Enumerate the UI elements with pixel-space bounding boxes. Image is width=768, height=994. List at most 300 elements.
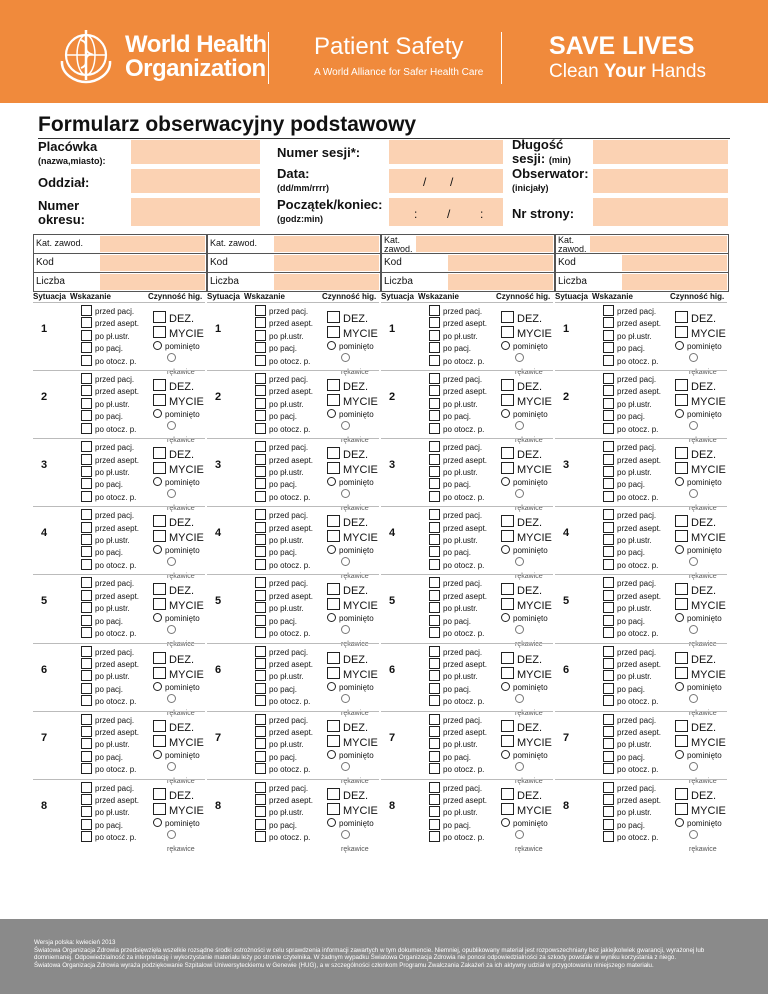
dez-checkbox[interactable] bbox=[501, 515, 514, 527]
rekawice-radio[interactable] bbox=[167, 625, 176, 634]
pominieto-radio[interactable] bbox=[327, 545, 336, 554]
indication-checkbox[interactable] bbox=[81, 509, 92, 520]
indication-checkbox[interactable] bbox=[81, 615, 92, 626]
indication-checkbox[interactable] bbox=[255, 534, 266, 545]
indication-checkbox[interactable] bbox=[429, 806, 440, 817]
indication-checkbox[interactable] bbox=[81, 627, 92, 638]
indication-checkbox[interactable] bbox=[429, 342, 440, 353]
dez-checkbox[interactable] bbox=[675, 379, 688, 391]
rekawice-radio[interactable] bbox=[167, 830, 176, 839]
indication-checkbox[interactable] bbox=[255, 738, 266, 749]
data-field[interactable] bbox=[389, 169, 503, 193]
indication-checkbox[interactable] bbox=[255, 410, 266, 421]
mycie-checkbox[interactable] bbox=[153, 598, 166, 610]
indication-checkbox[interactable] bbox=[429, 305, 440, 316]
rekawice-radio[interactable] bbox=[341, 557, 350, 566]
indication-checkbox[interactable] bbox=[603, 454, 614, 465]
dez-checkbox[interactable] bbox=[153, 515, 166, 527]
indication-checkbox[interactable] bbox=[255, 478, 266, 489]
dez-checkbox[interactable] bbox=[675, 311, 688, 323]
indication-checkbox[interactable] bbox=[255, 577, 266, 588]
dlugosc-field[interactable] bbox=[593, 140, 728, 164]
indication-checkbox[interactable] bbox=[81, 819, 92, 830]
indication-checkbox[interactable] bbox=[255, 658, 266, 669]
rekawice-radio[interactable] bbox=[167, 421, 176, 430]
indication-checkbox[interactable] bbox=[603, 627, 614, 638]
indication-checkbox[interactable] bbox=[429, 355, 440, 366]
mycie-checkbox[interactable] bbox=[501, 530, 514, 542]
indication-checkbox[interactable] bbox=[429, 577, 440, 588]
indication-checkbox[interactable] bbox=[81, 602, 92, 613]
indication-checkbox[interactable] bbox=[81, 683, 92, 694]
indication-checkbox[interactable] bbox=[255, 454, 266, 465]
rekawice-radio[interactable] bbox=[515, 625, 524, 634]
pominieto-radio[interactable] bbox=[675, 409, 684, 418]
indication-checkbox[interactable] bbox=[429, 509, 440, 520]
dez-checkbox[interactable] bbox=[501, 720, 514, 732]
indication-checkbox[interactable] bbox=[603, 577, 614, 588]
liczba-field[interactable] bbox=[100, 274, 205, 290]
indication-checkbox[interactable] bbox=[603, 305, 614, 316]
indication-checkbox[interactable] bbox=[603, 831, 614, 842]
indication-checkbox[interactable] bbox=[81, 559, 92, 570]
placowka-field[interactable] bbox=[131, 140, 260, 164]
indication-checkbox[interactable] bbox=[255, 806, 266, 817]
indication-checkbox[interactable] bbox=[429, 478, 440, 489]
indication-checkbox[interactable] bbox=[255, 782, 266, 793]
indication-checkbox[interactable] bbox=[429, 410, 440, 421]
indication-checkbox[interactable] bbox=[603, 466, 614, 477]
indication-checkbox[interactable] bbox=[81, 577, 92, 588]
rekawice-radio[interactable] bbox=[689, 694, 698, 703]
indication-checkbox[interactable] bbox=[255, 714, 266, 725]
rekawice-radio[interactable] bbox=[341, 353, 350, 362]
indication-checkbox[interactable] bbox=[81, 546, 92, 557]
indication-checkbox[interactable] bbox=[603, 763, 614, 774]
indication-checkbox[interactable] bbox=[603, 491, 614, 502]
indication-checkbox[interactable] bbox=[255, 819, 266, 830]
indication-checkbox[interactable] bbox=[255, 305, 266, 316]
mycie-checkbox[interactable] bbox=[153, 667, 166, 679]
dez-checkbox[interactable] bbox=[327, 788, 340, 800]
indication-checkbox[interactable] bbox=[81, 398, 92, 409]
indication-checkbox[interactable] bbox=[429, 454, 440, 465]
pominieto-radio[interactable] bbox=[153, 750, 162, 759]
rekawice-radio[interactable] bbox=[689, 489, 698, 498]
rekawice-radio[interactable] bbox=[689, 762, 698, 771]
indication-checkbox[interactable] bbox=[429, 670, 440, 681]
pominieto-radio[interactable] bbox=[327, 409, 336, 418]
indication-checkbox[interactable] bbox=[603, 317, 614, 328]
indication-checkbox[interactable] bbox=[429, 751, 440, 762]
kod-field[interactable] bbox=[448, 255, 553, 271]
mycie-checkbox[interactable] bbox=[501, 598, 514, 610]
dez-checkbox[interactable] bbox=[501, 652, 514, 664]
indication-checkbox[interactable] bbox=[603, 509, 614, 520]
pominieto-radio[interactable] bbox=[501, 682, 510, 691]
pominieto-radio[interactable] bbox=[327, 818, 336, 827]
indication-checkbox[interactable] bbox=[255, 385, 266, 396]
rekawice-radio[interactable] bbox=[167, 353, 176, 362]
indication-checkbox[interactable] bbox=[81, 317, 92, 328]
indication-checkbox[interactable] bbox=[255, 590, 266, 601]
nr-strony-field[interactable] bbox=[593, 198, 728, 226]
kod-field[interactable] bbox=[274, 255, 379, 271]
kat-field[interactable] bbox=[100, 236, 205, 252]
mycie-checkbox[interactable] bbox=[153, 803, 166, 815]
pominieto-radio[interactable] bbox=[501, 341, 510, 350]
rekawice-radio[interactable] bbox=[341, 830, 350, 839]
mycie-checkbox[interactable] bbox=[675, 530, 688, 542]
dez-checkbox[interactable] bbox=[153, 583, 166, 595]
indication-checkbox[interactable] bbox=[429, 522, 440, 533]
indication-checkbox[interactable] bbox=[255, 627, 266, 638]
dez-checkbox[interactable] bbox=[327, 720, 340, 732]
mycie-checkbox[interactable] bbox=[675, 462, 688, 474]
pominieto-radio[interactable] bbox=[501, 613, 510, 622]
pominieto-radio[interactable] bbox=[501, 545, 510, 554]
indication-checkbox[interactable] bbox=[429, 782, 440, 793]
obserwator-field[interactable] bbox=[593, 169, 728, 193]
dez-checkbox[interactable] bbox=[675, 515, 688, 527]
kod-field[interactable] bbox=[100, 255, 205, 271]
indication-checkbox[interactable] bbox=[603, 646, 614, 657]
indication-checkbox[interactable] bbox=[429, 534, 440, 545]
indication-checkbox[interactable] bbox=[429, 738, 440, 749]
indication-checkbox[interactable] bbox=[255, 355, 266, 366]
rekawice-radio[interactable] bbox=[341, 694, 350, 703]
mycie-checkbox[interactable] bbox=[675, 326, 688, 338]
kat-field[interactable] bbox=[416, 236, 553, 252]
rekawice-radio[interactable] bbox=[515, 830, 524, 839]
dez-checkbox[interactable] bbox=[153, 652, 166, 664]
indication-checkbox[interactable] bbox=[81, 714, 92, 725]
indication-checkbox[interactable] bbox=[429, 658, 440, 669]
dez-checkbox[interactable] bbox=[153, 720, 166, 732]
pominieto-radio[interactable] bbox=[327, 477, 336, 486]
indication-checkbox[interactable] bbox=[81, 738, 92, 749]
indication-checkbox[interactable] bbox=[81, 726, 92, 737]
indication-checkbox[interactable] bbox=[603, 726, 614, 737]
rekawice-radio[interactable] bbox=[689, 421, 698, 430]
mycie-checkbox[interactable] bbox=[153, 326, 166, 338]
indication-checkbox[interactable] bbox=[603, 738, 614, 749]
rekawice-radio[interactable] bbox=[515, 694, 524, 703]
indication-checkbox[interactable] bbox=[429, 466, 440, 477]
indication-checkbox[interactable] bbox=[603, 615, 614, 626]
indication-checkbox[interactable] bbox=[81, 794, 92, 805]
pominieto-radio[interactable] bbox=[153, 409, 162, 418]
indication-checkbox[interactable] bbox=[429, 602, 440, 613]
mycie-checkbox[interactable] bbox=[153, 735, 166, 747]
indication-checkbox[interactable] bbox=[429, 546, 440, 557]
pominieto-radio[interactable] bbox=[501, 477, 510, 486]
indication-checkbox[interactable] bbox=[81, 646, 92, 657]
indication-checkbox[interactable] bbox=[81, 590, 92, 601]
indication-checkbox[interactable] bbox=[81, 763, 92, 774]
mycie-checkbox[interactable] bbox=[501, 462, 514, 474]
indication-checkbox[interactable] bbox=[603, 714, 614, 725]
dez-checkbox[interactable] bbox=[675, 788, 688, 800]
liczba-field[interactable] bbox=[622, 274, 727, 290]
dez-checkbox[interactable] bbox=[675, 447, 688, 459]
pominieto-radio[interactable] bbox=[675, 545, 684, 554]
indication-checkbox[interactable] bbox=[81, 454, 92, 465]
indication-checkbox[interactable] bbox=[255, 646, 266, 657]
mycie-checkbox[interactable] bbox=[675, 803, 688, 815]
indication-checkbox[interactable] bbox=[255, 373, 266, 384]
indication-checkbox[interactable] bbox=[429, 398, 440, 409]
indication-checkbox[interactable] bbox=[603, 794, 614, 805]
liczba-field[interactable] bbox=[448, 274, 553, 290]
indication-checkbox[interactable] bbox=[255, 546, 266, 557]
indication-checkbox[interactable] bbox=[81, 385, 92, 396]
indication-checkbox[interactable] bbox=[255, 602, 266, 613]
indication-checkbox[interactable] bbox=[429, 683, 440, 694]
indication-checkbox[interactable] bbox=[603, 559, 614, 570]
indication-checkbox[interactable] bbox=[429, 385, 440, 396]
indication-checkbox[interactable] bbox=[429, 794, 440, 805]
mycie-checkbox[interactable] bbox=[501, 326, 514, 338]
mycie-checkbox[interactable] bbox=[501, 735, 514, 747]
mycie-checkbox[interactable] bbox=[327, 735, 340, 747]
kat-field[interactable] bbox=[590, 236, 727, 252]
indication-checkbox[interactable] bbox=[81, 751, 92, 762]
pominieto-radio[interactable] bbox=[153, 341, 162, 350]
mycie-checkbox[interactable] bbox=[501, 803, 514, 815]
indication-checkbox[interactable] bbox=[429, 615, 440, 626]
indication-checkbox[interactable] bbox=[255, 423, 266, 434]
pominieto-radio[interactable] bbox=[153, 613, 162, 622]
dez-checkbox[interactable] bbox=[327, 652, 340, 664]
indication-checkbox[interactable] bbox=[603, 751, 614, 762]
rekawice-radio[interactable] bbox=[689, 830, 698, 839]
rekawice-radio[interactable] bbox=[515, 762, 524, 771]
indication-checkbox[interactable] bbox=[429, 491, 440, 502]
pominieto-radio[interactable] bbox=[501, 409, 510, 418]
indication-checkbox[interactable] bbox=[603, 373, 614, 384]
dez-checkbox[interactable] bbox=[675, 583, 688, 595]
pominieto-radio[interactable] bbox=[675, 750, 684, 759]
indication-checkbox[interactable] bbox=[603, 670, 614, 681]
rekawice-radio[interactable] bbox=[341, 489, 350, 498]
indication-checkbox[interactable] bbox=[81, 491, 92, 502]
indication-checkbox[interactable] bbox=[81, 670, 92, 681]
indication-checkbox[interactable] bbox=[255, 317, 266, 328]
dez-checkbox[interactable] bbox=[327, 379, 340, 391]
indication-checkbox[interactable] bbox=[603, 602, 614, 613]
indication-checkbox[interactable] bbox=[81, 534, 92, 545]
pominieto-radio[interactable] bbox=[327, 750, 336, 759]
pominieto-radio[interactable] bbox=[675, 477, 684, 486]
indication-checkbox[interactable] bbox=[81, 355, 92, 366]
indication-checkbox[interactable] bbox=[255, 522, 266, 533]
mycie-checkbox[interactable] bbox=[327, 598, 340, 610]
indication-checkbox[interactable] bbox=[429, 819, 440, 830]
indication-checkbox[interactable] bbox=[603, 782, 614, 793]
pominieto-radio[interactable] bbox=[153, 682, 162, 691]
indication-checkbox[interactable] bbox=[255, 559, 266, 570]
indication-checkbox[interactable] bbox=[603, 478, 614, 489]
rekawice-radio[interactable] bbox=[341, 625, 350, 634]
dez-checkbox[interactable] bbox=[153, 788, 166, 800]
numer-okresu-field[interactable] bbox=[131, 198, 260, 226]
rekawice-radio[interactable] bbox=[689, 353, 698, 362]
rekawice-radio[interactable] bbox=[167, 694, 176, 703]
dez-checkbox[interactable] bbox=[327, 515, 340, 527]
dez-checkbox[interactable] bbox=[327, 447, 340, 459]
indication-checkbox[interactable] bbox=[429, 726, 440, 737]
rekawice-radio[interactable] bbox=[167, 557, 176, 566]
indication-checkbox[interactable] bbox=[255, 398, 266, 409]
mycie-checkbox[interactable] bbox=[153, 394, 166, 406]
indication-checkbox[interactable] bbox=[429, 559, 440, 570]
dez-checkbox[interactable] bbox=[501, 583, 514, 595]
pominieto-radio[interactable] bbox=[327, 341, 336, 350]
indication-checkbox[interactable] bbox=[81, 410, 92, 421]
indication-checkbox[interactable] bbox=[81, 330, 92, 341]
indication-checkbox[interactable] bbox=[603, 590, 614, 601]
indication-checkbox[interactable] bbox=[603, 522, 614, 533]
indication-checkbox[interactable] bbox=[81, 305, 92, 316]
indication-checkbox[interactable] bbox=[255, 466, 266, 477]
poczatek-field[interactable] bbox=[389, 198, 503, 226]
mycie-checkbox[interactable] bbox=[153, 462, 166, 474]
indication-checkbox[interactable] bbox=[603, 441, 614, 452]
indication-checkbox[interactable] bbox=[255, 831, 266, 842]
indication-checkbox[interactable] bbox=[81, 423, 92, 434]
indication-checkbox[interactable] bbox=[255, 491, 266, 502]
dez-checkbox[interactable] bbox=[153, 311, 166, 323]
rekawice-radio[interactable] bbox=[341, 762, 350, 771]
indication-checkbox[interactable] bbox=[429, 373, 440, 384]
indication-checkbox[interactable] bbox=[255, 509, 266, 520]
mycie-checkbox[interactable] bbox=[153, 530, 166, 542]
indication-checkbox[interactable] bbox=[255, 763, 266, 774]
rekawice-radio[interactable] bbox=[515, 421, 524, 430]
indication-checkbox[interactable] bbox=[81, 658, 92, 669]
indication-checkbox[interactable] bbox=[429, 831, 440, 842]
indication-checkbox[interactable] bbox=[429, 423, 440, 434]
pominieto-radio[interactable] bbox=[675, 341, 684, 350]
indication-checkbox[interactable] bbox=[603, 355, 614, 366]
numer-sesji-field[interactable] bbox=[389, 140, 503, 164]
indication-checkbox[interactable] bbox=[255, 342, 266, 353]
pominieto-radio[interactable] bbox=[153, 545, 162, 554]
indication-checkbox[interactable] bbox=[429, 330, 440, 341]
liczba-field[interactable] bbox=[274, 274, 379, 290]
indication-checkbox[interactable] bbox=[81, 441, 92, 452]
mycie-checkbox[interactable] bbox=[327, 462, 340, 474]
dez-checkbox[interactable] bbox=[675, 652, 688, 664]
indication-checkbox[interactable] bbox=[603, 398, 614, 409]
indication-checkbox[interactable] bbox=[429, 695, 440, 706]
rekawice-radio[interactable] bbox=[515, 557, 524, 566]
indication-checkbox[interactable] bbox=[603, 423, 614, 434]
indication-checkbox[interactable] bbox=[429, 590, 440, 601]
indication-checkbox[interactable] bbox=[429, 627, 440, 638]
pominieto-radio[interactable] bbox=[327, 682, 336, 691]
dez-checkbox[interactable] bbox=[501, 447, 514, 459]
indication-checkbox[interactable] bbox=[603, 534, 614, 545]
mycie-checkbox[interactable] bbox=[327, 326, 340, 338]
indication-checkbox[interactable] bbox=[429, 714, 440, 725]
indication-checkbox[interactable] bbox=[81, 373, 92, 384]
rekawice-radio[interactable] bbox=[515, 353, 524, 362]
indication-checkbox[interactable] bbox=[603, 546, 614, 557]
rekawice-radio[interactable] bbox=[167, 489, 176, 498]
indication-checkbox[interactable] bbox=[81, 831, 92, 842]
oddzial-field[interactable] bbox=[131, 169, 260, 193]
indication-checkbox[interactable] bbox=[603, 385, 614, 396]
indication-checkbox[interactable] bbox=[255, 615, 266, 626]
mycie-checkbox[interactable] bbox=[327, 394, 340, 406]
pominieto-radio[interactable] bbox=[153, 477, 162, 486]
rekawice-radio[interactable] bbox=[689, 625, 698, 634]
indication-checkbox[interactable] bbox=[603, 819, 614, 830]
indication-checkbox[interactable] bbox=[429, 317, 440, 328]
indication-checkbox[interactable] bbox=[429, 763, 440, 774]
indication-checkbox[interactable] bbox=[603, 410, 614, 421]
mycie-checkbox[interactable] bbox=[501, 394, 514, 406]
pominieto-radio[interactable] bbox=[501, 750, 510, 759]
indication-checkbox[interactable] bbox=[603, 806, 614, 817]
indication-checkbox[interactable] bbox=[81, 522, 92, 533]
pominieto-radio[interactable] bbox=[675, 682, 684, 691]
mycie-checkbox[interactable] bbox=[675, 735, 688, 747]
dez-checkbox[interactable] bbox=[153, 447, 166, 459]
rekawice-radio[interactable] bbox=[515, 489, 524, 498]
indication-checkbox[interactable] bbox=[603, 683, 614, 694]
dez-checkbox[interactable] bbox=[675, 720, 688, 732]
mycie-checkbox[interactable] bbox=[327, 667, 340, 679]
indication-checkbox[interactable] bbox=[603, 658, 614, 669]
indication-checkbox[interactable] bbox=[429, 441, 440, 452]
indication-checkbox[interactable] bbox=[603, 330, 614, 341]
rekawice-radio[interactable] bbox=[167, 762, 176, 771]
rekawice-radio[interactable] bbox=[341, 421, 350, 430]
indication-checkbox[interactable] bbox=[255, 726, 266, 737]
indication-checkbox[interactable] bbox=[255, 330, 266, 341]
mycie-checkbox[interactable] bbox=[327, 530, 340, 542]
indication-checkbox[interactable] bbox=[255, 683, 266, 694]
indication-checkbox[interactable] bbox=[255, 794, 266, 805]
indication-checkbox[interactable] bbox=[429, 646, 440, 657]
pominieto-radio[interactable] bbox=[501, 818, 510, 827]
pominieto-radio[interactable] bbox=[327, 613, 336, 622]
dez-checkbox[interactable] bbox=[501, 788, 514, 800]
mycie-checkbox[interactable] bbox=[327, 803, 340, 815]
rekawice-radio[interactable] bbox=[689, 557, 698, 566]
indication-checkbox[interactable] bbox=[81, 342, 92, 353]
pominieto-radio[interactable] bbox=[675, 818, 684, 827]
indication-checkbox[interactable] bbox=[81, 695, 92, 706]
indication-checkbox[interactable] bbox=[81, 782, 92, 793]
dez-checkbox[interactable] bbox=[327, 311, 340, 323]
mycie-checkbox[interactable] bbox=[675, 667, 688, 679]
dez-checkbox[interactable] bbox=[153, 379, 166, 391]
mycie-checkbox[interactable] bbox=[501, 667, 514, 679]
indication-checkbox[interactable] bbox=[255, 441, 266, 452]
pominieto-radio[interactable] bbox=[153, 818, 162, 827]
indication-checkbox[interactable] bbox=[81, 466, 92, 477]
dez-checkbox[interactable] bbox=[327, 583, 340, 595]
mycie-checkbox[interactable] bbox=[675, 598, 688, 610]
mycie-checkbox[interactable] bbox=[675, 394, 688, 406]
indication-checkbox[interactable] bbox=[255, 751, 266, 762]
kod-field[interactable] bbox=[622, 255, 727, 271]
indication-checkbox[interactable] bbox=[255, 670, 266, 681]
